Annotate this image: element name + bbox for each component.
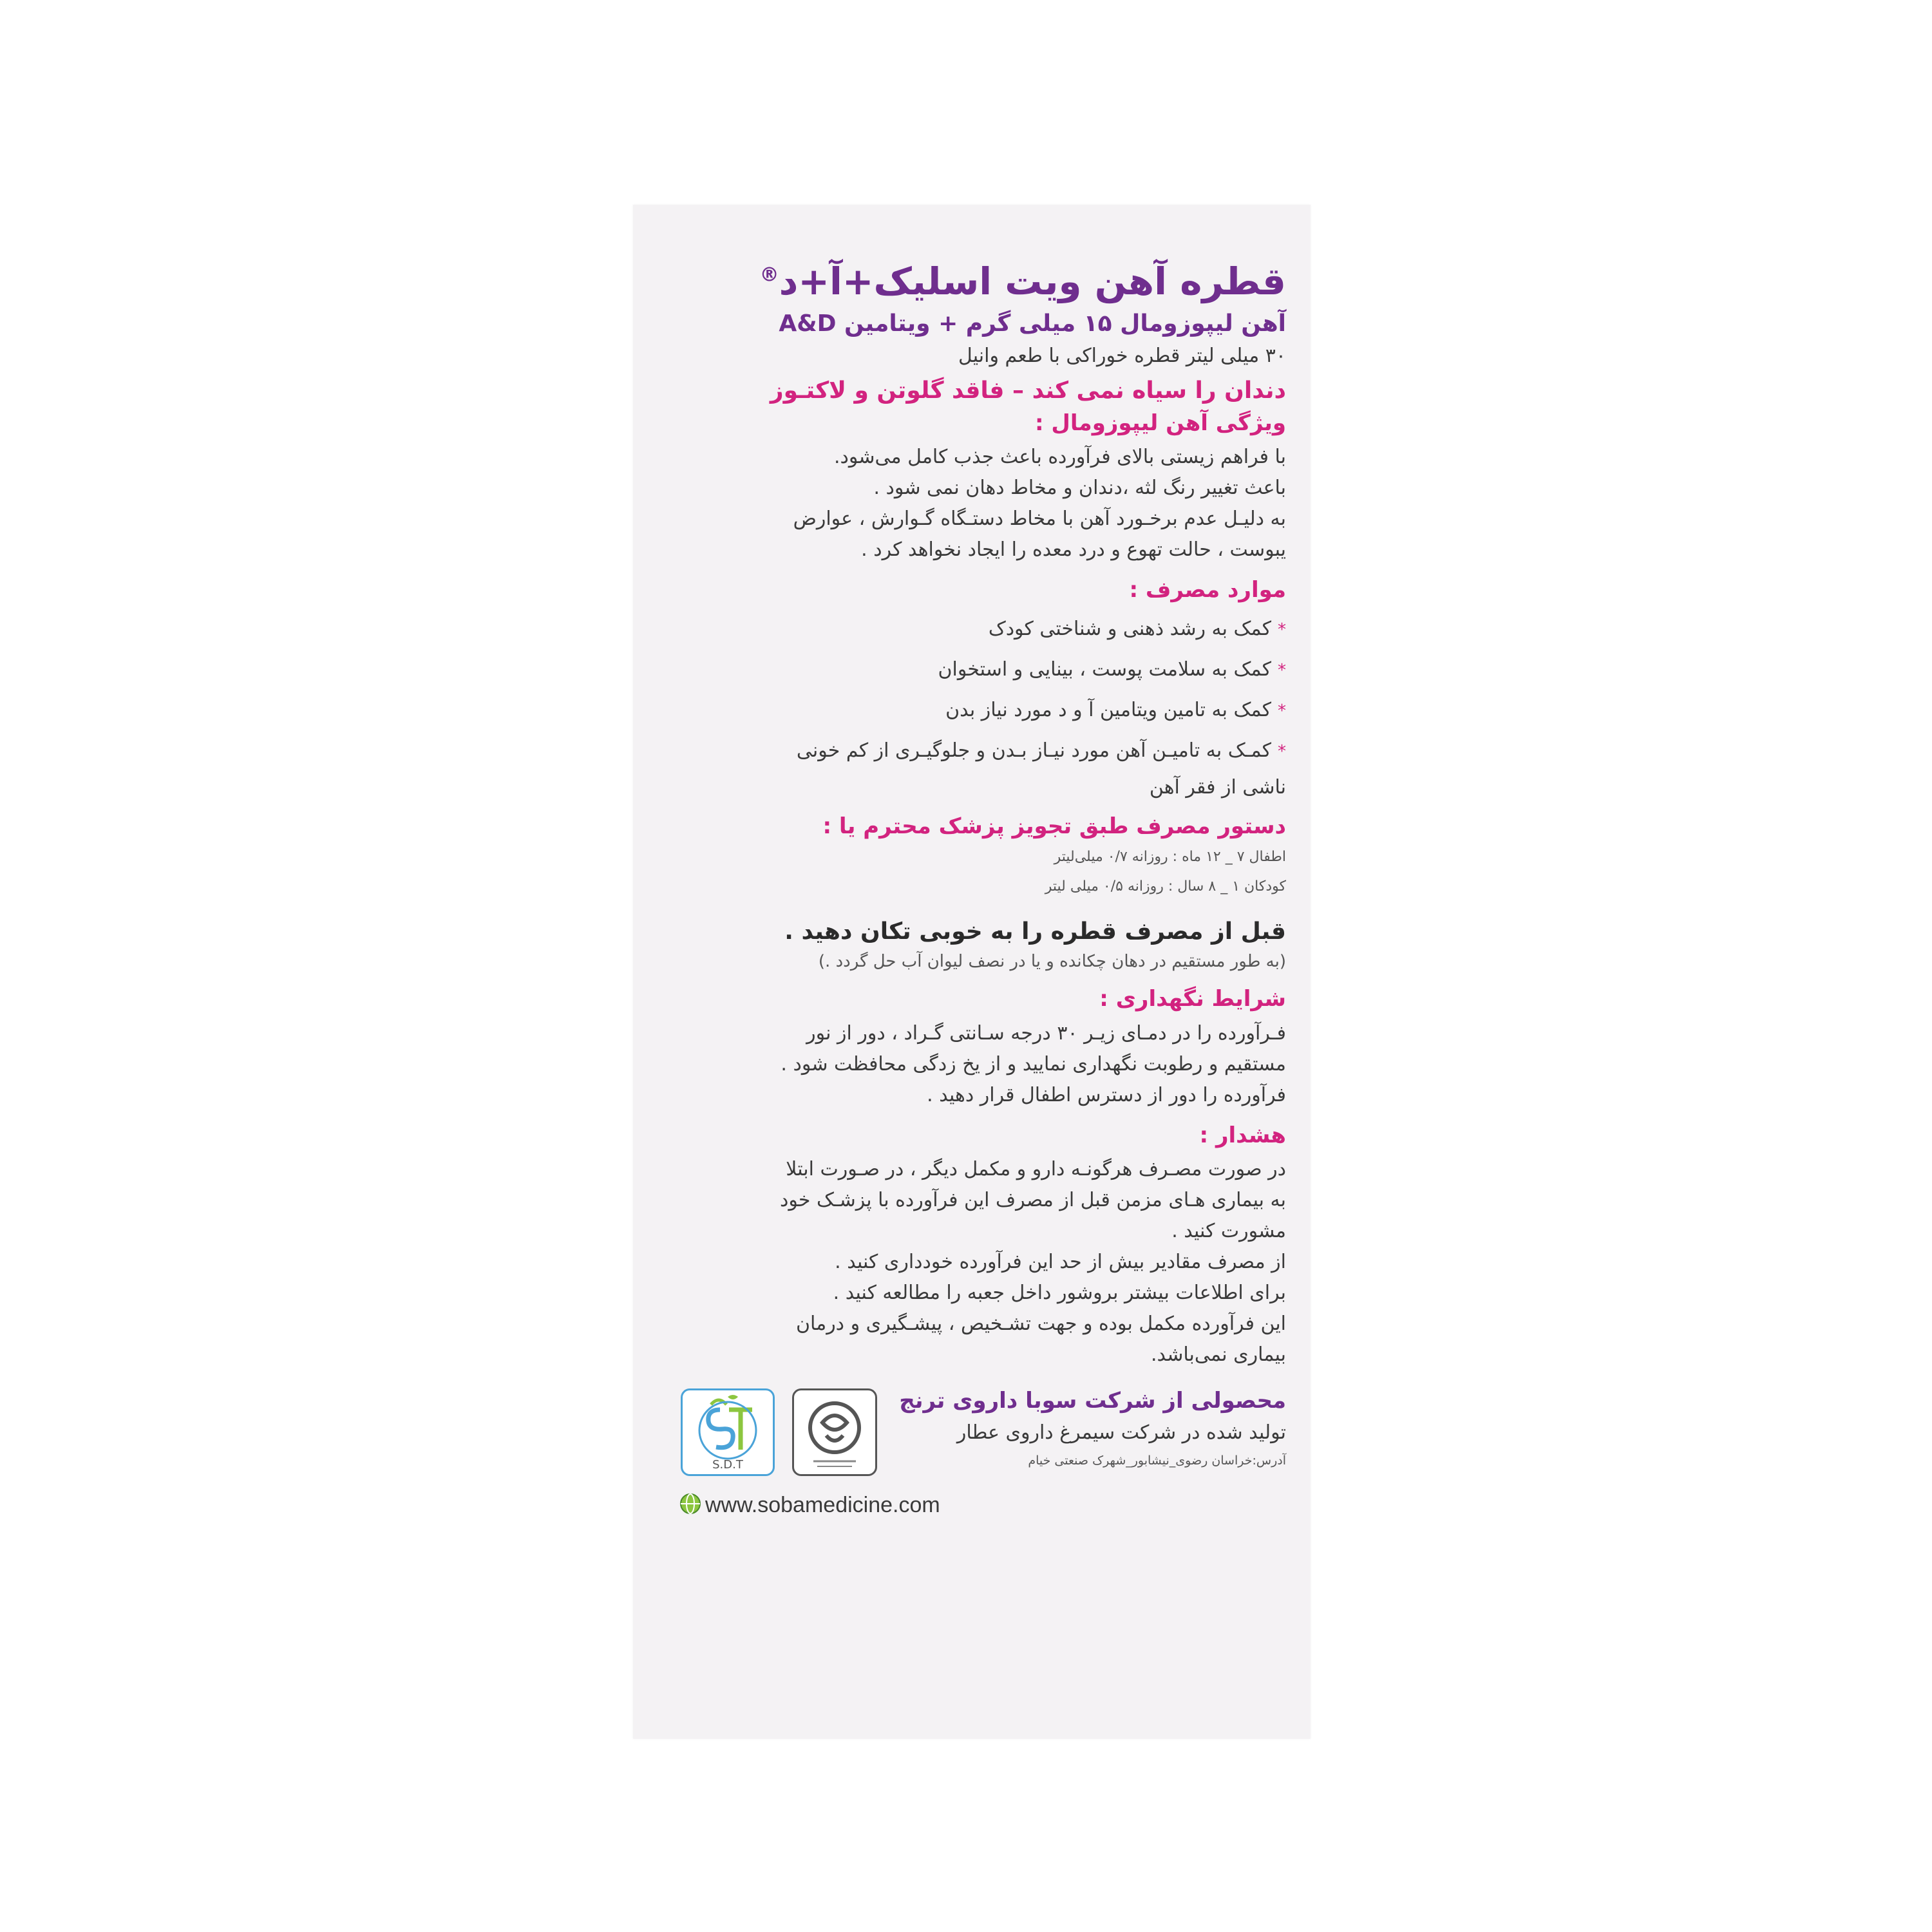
uses-item-continuation: ناشی از فقر آهن bbox=[1149, 775, 1286, 799]
warning-line: از مصرف مقادیر بیش از حد این فرآورده خودداری کنید . bbox=[835, 1250, 1286, 1273]
warning-heading: هشدار : bbox=[1199, 1122, 1286, 1148]
uses-item bbox=[667, 732, 1286, 769]
registered-mark: ® bbox=[759, 263, 779, 287]
manufacturer-name: محصولی از شرکت سوبا داروی ترنج bbox=[899, 1387, 1286, 1414]
uses-item bbox=[667, 651, 1286, 688]
warning-line: در صورت مصـرف هرگونـه دارو و مکمل دیگر ، در صـورت ابتلا bbox=[786, 1157, 1286, 1180]
shake-note: (به طور مستقیم در دهان چکانده و یا در نصف لیوان آب حل گردد .) bbox=[818, 952, 1286, 972]
feature-heading: ویژگی آهن لیپوزومال : bbox=[1034, 410, 1286, 436]
uses-heading: موارد مصرف : bbox=[1129, 577, 1286, 603]
sdt-logo-text: S.D.T bbox=[712, 1457, 743, 1472]
producer-line: تولید شده در شرکت سیمرغ داروی عطار bbox=[956, 1421, 1286, 1444]
fda-seal-icon bbox=[792, 1388, 877, 1476]
globe-icon bbox=[679, 1493, 701, 1520]
storage-heading: شرایط نگهداری : bbox=[1099, 986, 1286, 1012]
warning-line: مشورت کنید . bbox=[1171, 1219, 1286, 1242]
bullet-star-icon: * bbox=[1278, 741, 1286, 761]
warning-line: بیماری نمی‌باشد. bbox=[1151, 1343, 1286, 1366]
product-subtitle: آهن لیپوزومال ۱۵ میلی گرم + ویتامین A&D bbox=[779, 310, 1286, 337]
manufacturer-footer bbox=[667, 1385, 1286, 1520]
feature-line: یبوست ، حالت تهوع و درد معده را ایجاد نخواهد کرد . bbox=[861, 538, 1286, 562]
box-text-content bbox=[667, 256, 1286, 1700]
feature-line: به دلیـل عدم برخـورد آهن با مخاط دستـگاه گـوارش ، عوارض bbox=[793, 507, 1286, 531]
storage-line: مستقیم و رطوبت نگهداری نمایید و از یخ زدگی محافظت شود . bbox=[781, 1052, 1286, 1075]
dosage-line: اطفال ۷ _ ۱۲ ماه : روزانه ۰/۷ میلی‌لیتر bbox=[1054, 848, 1286, 865]
uses-item-text: کمک به رشد ذهنی و شناختی کودک bbox=[988, 617, 1271, 640]
product-title bbox=[667, 256, 1286, 307]
storage-line: فـرآورده را در دمـای زیـر ۳۰ درجه سـانتی گـراد ، دور از نور bbox=[806, 1021, 1286, 1045]
feature-line: با فراهم زیستی بالای فرآورده باعث جذب کامل می‌شود. bbox=[833, 446, 1286, 469]
uses-item-text: کمک به سلامت پوست ، بینایی و استخوان bbox=[938, 658, 1271, 681]
uses-item bbox=[667, 692, 1286, 728]
product-box-panel bbox=[633, 205, 1311, 1739]
uses-item-text: کمـک به تامیـن آهن مورد نیـاز بـدن و جلوگیـری از کم خونی bbox=[796, 739, 1271, 762]
bullet-star-icon: * bbox=[1278, 701, 1286, 721]
storage-line: فرآورده را دور از دسترس اطفال قرار دهید . bbox=[927, 1083, 1286, 1106]
warning-line: برای اطلاعات بیشتر بروشور داخل جعبه را مطالعه کنید . bbox=[833, 1281, 1286, 1304]
bullet-star-icon: * bbox=[1278, 660, 1286, 680]
feature-line: باعث تغییر رنگ لثه ،دندان و مخاط دهان نمی شود . bbox=[873, 477, 1286, 500]
claim-line: دندان را سیاه نمی کند – فاقد گلوتن و لاکتـوز bbox=[770, 377, 1286, 404]
address-line: آدرس:خراسان رضوی_نیشابور_شهرک صنعتی خیام bbox=[1028, 1453, 1286, 1468]
uses-item bbox=[667, 611, 1286, 647]
dosage-line: کودکان ۱ _ ۸ سال : روزانه ۰/۵ میلی لیتر bbox=[1045, 878, 1286, 895]
dosage-heading: دستور مصرف طبق تجویز پزشک محترم یا : bbox=[822, 813, 1286, 839]
product-title-text: قطره آهن ویت اسلیک+آ+د bbox=[779, 260, 1286, 303]
website-link[interactable]: www.sobamedicine.com bbox=[705, 1492, 940, 1517]
bullet-star-icon: * bbox=[1278, 620, 1286, 639]
warning-line: به بیماری هـای مزمن قبل از مصرف این فرآورده با پزشـک خود bbox=[780, 1188, 1286, 1211]
manufacturer-text bbox=[874, 1385, 1286, 1473]
volume-line: ۳۰ میلی لیتر قطره خوراکی با طعم وانیل bbox=[958, 345, 1286, 368]
shake-instruction: قبل از مصرف قطره را به خوبی تکان دهید . bbox=[784, 918, 1286, 945]
sdt-logo-icon bbox=[681, 1388, 775, 1476]
uses-item-text: کمک به تامین ویتامین آ و د مورد نیاز بدن bbox=[945, 698, 1271, 721]
warning-line: این فرآورده مکمل بوده و جهت تشـخیص ، پیشـگیری و درمان bbox=[795, 1312, 1286, 1335]
website-row[interactable] bbox=[679, 1493, 940, 1520]
